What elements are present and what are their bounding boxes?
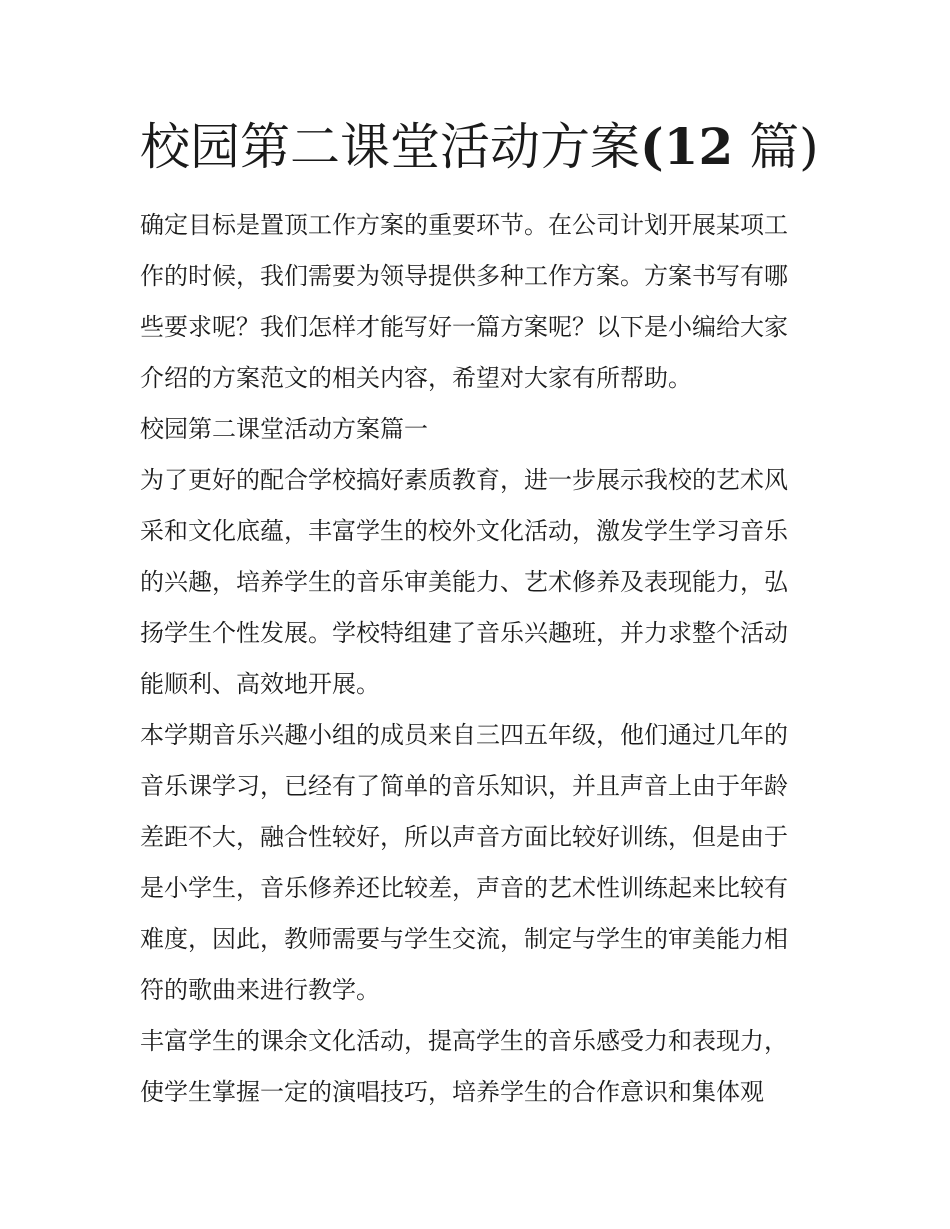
text-line: 确定目标是置顶工作方案的重要环节。在公司计划开展某项工 [140, 211, 788, 239]
text-line: 本学期音乐兴趣小组的成员来自三四五年级，他们通过几年的 [140, 721, 788, 749]
text-line: 些要求呢？我们怎样才能写好一篇方案呢？以下是小编给大家 [140, 313, 788, 341]
document-title [140, 115, 820, 179]
text-line: 差距不大，融合性较好，所以声音方面比较好训练，但是由于 [140, 823, 788, 851]
text-line: 使学生掌握一定的演唱技巧，培养学生的合作意识和集体观 [140, 1078, 764, 1106]
text-line: 难度，因此，教师需要与学生交流，制定与学生的审美能力相 [140, 925, 788, 953]
text-line: 丰富学生的课余文化活动，提高学生的音乐感受力和表现力， [140, 1027, 788, 1055]
document-body [140, 200, 816, 1118]
text-line: 采和文化底蕴，丰富学生的校外文化活动，激发学生学习音乐 [140, 517, 788, 545]
text-line: 音乐课学习，已经有了简单的音乐知识，并且声音上由于年龄 [140, 772, 788, 800]
title-main: 校园第二课堂活动方案 [140, 118, 640, 176]
text-line: 为了更好的配合学校搞好素质教育，进一步展示我校的艺术风 [140, 466, 788, 494]
text-line: 介绍的方案范文的相关内容，希望对大家有所帮助。 [140, 364, 692, 392]
text-line: 作的时候，我们需要为领导提供多种工作方案。方案书写有哪 [140, 262, 788, 290]
title-unit: 篇) [749, 118, 819, 176]
text-line: 的兴趣，培养学生的音乐审美能力、艺术修养及表现能力，弘 [140, 568, 788, 596]
title-count: (12 [640, 117, 734, 176]
text-line: 是小学生，音乐修养还比较差，声音的艺术性训练起来比较有 [140, 874, 788, 902]
text-line: 符的歌曲来进行教学。 [140, 976, 380, 1004]
section-heading: 校园第二课堂活动方案篇一 [140, 415, 428, 443]
text-line: 扬学生个性发展。学校特组建了音乐兴趣班，并力求整个活动 [140, 619, 788, 647]
text-line: 能顺利、高效地开展。 [140, 670, 380, 698]
